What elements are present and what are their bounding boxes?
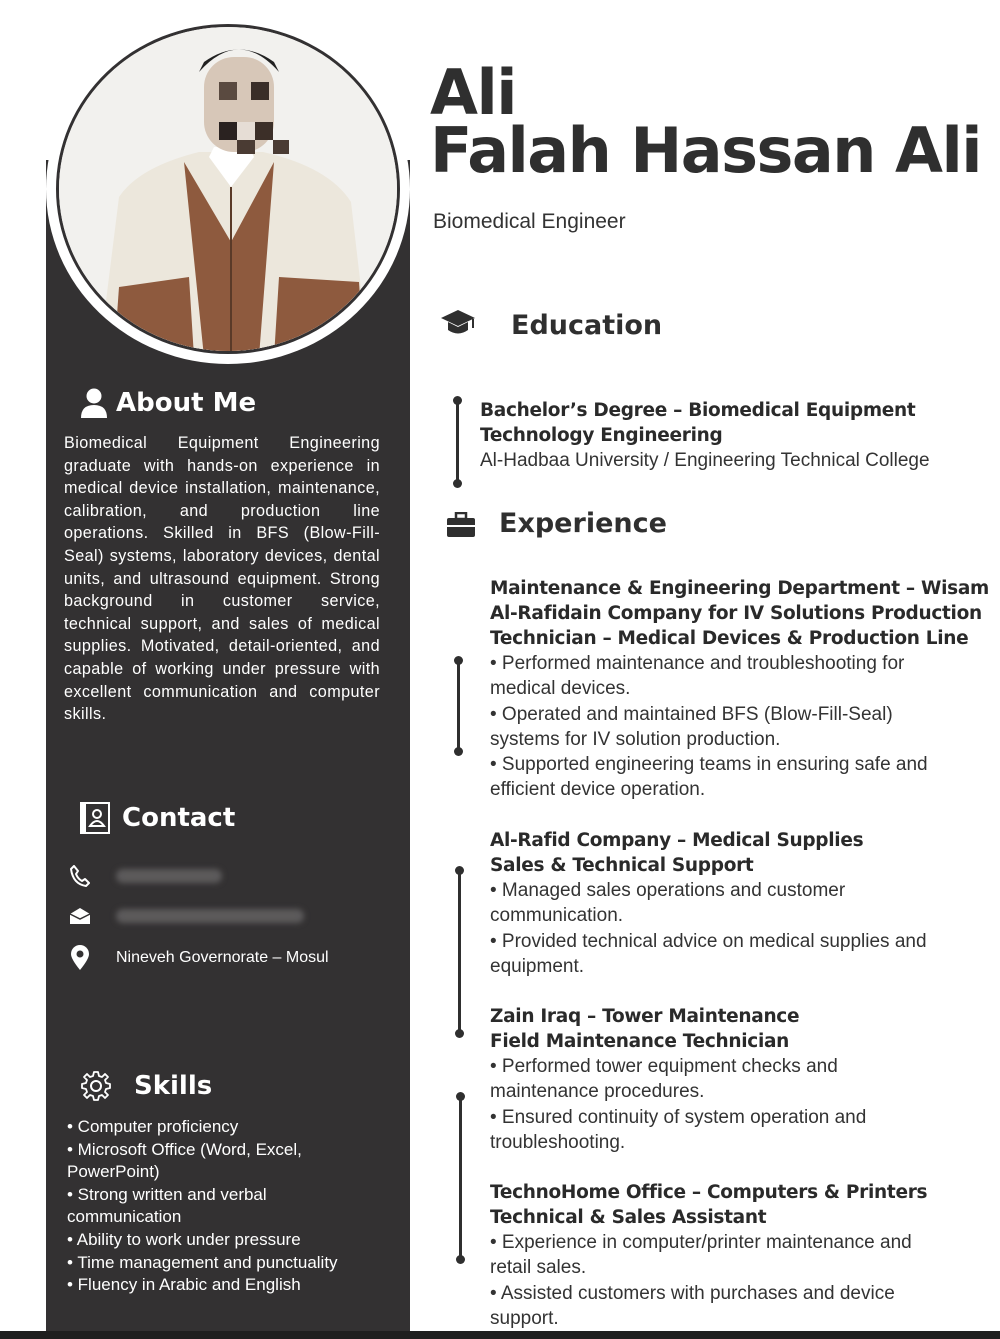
job-bullet: equipment.: [490, 955, 585, 977]
job-bullet: • Provided technical advice on medical supplies and: [490, 930, 927, 952]
job-bullet: retail sales.: [490, 1257, 587, 1279]
job-title-line: Maintenance & Engineering Department – Wisam: [490, 578, 990, 599]
job-bullet: • Operated and maintained BFS (Blow-Fill-Seal): [490, 703, 893, 725]
location-pin-icon: [66, 946, 94, 970]
full-name: [430, 56, 981, 187]
skills-title: Skills: [134, 1071, 213, 1101]
skill-item: • Ability to work under pressure: [67, 1229, 301, 1249]
experience-timeline: [458, 870, 461, 1034]
graduation-cap-icon: [440, 308, 476, 344]
job-bullet: communication.: [490, 905, 624, 927]
job-bullet: • Supported engineering teams in ensuring safe and: [490, 754, 928, 776]
skill-item: • Microsoft Office (Word, Excel, PowerPoint): [67, 1139, 302, 1182]
job-bullet: • Performed tower equipment checks and: [490, 1056, 838, 1077]
job-title-line: Al-Rafidain Company for IV Solutions Production: [490, 603, 982, 624]
about-title: About Me: [116, 388, 257, 418]
name-line-2: Falah Hassan Ali: [430, 114, 981, 187]
job-bullet: maintenance procedures.: [490, 1081, 705, 1103]
job-bullet: troubleshooting.: [490, 1131, 626, 1153]
job-title-line: Technician – Medical Devices & Production Line: [490, 628, 969, 649]
education-title: Education: [511, 310, 663, 341]
job-role: Biomedical Engineer: [433, 210, 626, 233]
job-bullet: support.: [490, 1307, 559, 1329]
experience-timeline: [459, 1096, 462, 1260]
job-bullet: medical devices.: [490, 678, 631, 700]
about-heading: [80, 388, 256, 418]
job-title-line: TechnoHome Office – Computers & Printers: [490, 1182, 928, 1203]
location-text: Nineveh Governorate – Mosul: [116, 949, 329, 966]
job-title-line: Sales & Technical Support: [490, 855, 754, 876]
experience-entry: [490, 828, 990, 979]
school-name: Al-Hadbaa University / Engineering Technical College: [480, 450, 930, 471]
email-icon: [66, 904, 94, 928]
contact-location: [66, 946, 329, 970]
experience-entry: [490, 576, 990, 803]
degree-line: Bachelor’s Degree – Biomedical Equipment: [480, 400, 916, 421]
skills-list: [67, 1116, 367, 1297]
skill-item: • Fluency in Arabic and English: [67, 1275, 301, 1295]
contact-card-icon: [80, 802, 110, 834]
user-icon: [80, 388, 108, 418]
degree-line: Technology Engineering: [480, 425, 723, 446]
about-text: Biomedical Equipment Engineering graduate with hands-on experience in medical device installation, maintenance, calibration, and production line operations. Skilled in BFS (Blow-Fill-Seal) systems, laboratory devices, dental units, and ultrasound equipment. Strong background in customer service, technical support, and sales of medical supplies. Motivated, detail-oriented, and capable of working under pressure with excellent communication and computer skills.: [64, 434, 380, 724]
gear-icon: [80, 1070, 112, 1102]
email-value-redacted: [116, 909, 304, 923]
bottom-edge-bar: [0, 1331, 1000, 1339]
job-bullet: systems for IV solution production.: [490, 728, 781, 750]
name-line-1: Ali: [430, 56, 516, 129]
job-title-line: Technical & Sales Assistant: [490, 1207, 767, 1228]
skills-heading: [80, 1070, 212, 1102]
profile-photo: [56, 24, 400, 354]
skill-item: • Strong written and verbal communication: [67, 1184, 267, 1227]
contact-email[interactable]: [66, 904, 304, 928]
phone-icon: [66, 864, 94, 888]
job-bullet: efficient device operation.: [490, 779, 706, 801]
skill-item: • Computer proficiency: [67, 1117, 239, 1136]
experience-entry: [490, 1004, 990, 1155]
job-bullet: • Experience in computer/printer maintenance and: [490, 1232, 912, 1253]
phone-value-redacted: [116, 869, 222, 883]
contact-heading: [80, 802, 235, 834]
job-bullet: • Ensured continuity of system operation and: [490, 1106, 867, 1128]
job-title-line: Al-Rafid Company – Medical Supplies: [490, 830, 864, 851]
experience-timeline: [457, 660, 460, 752]
education-entry: [480, 398, 980, 473]
education-timeline: [456, 400, 459, 484]
skill-item: • Time management and punctuality: [67, 1252, 338, 1272]
experience-title: Experience: [499, 508, 667, 539]
contact-phone[interactable]: [66, 864, 222, 888]
profile-photo-image: [59, 27, 400, 354]
job-bullet: • Assisted customers with purchases and device: [490, 1282, 895, 1304]
job-title-line: Field Maintenance Technician: [490, 1031, 790, 1052]
job-bullet: • Performed maintenance and troubleshooting for: [490, 653, 905, 674]
job-bullet: • Managed sales operations and customer: [490, 880, 846, 901]
briefcase-icon: [446, 512, 476, 542]
experience-entry: [490, 1180, 990, 1331]
contact-title: Contact: [122, 803, 236, 833]
job-title-line: Zain Iraq – Tower Maintenance: [490, 1006, 800, 1027]
